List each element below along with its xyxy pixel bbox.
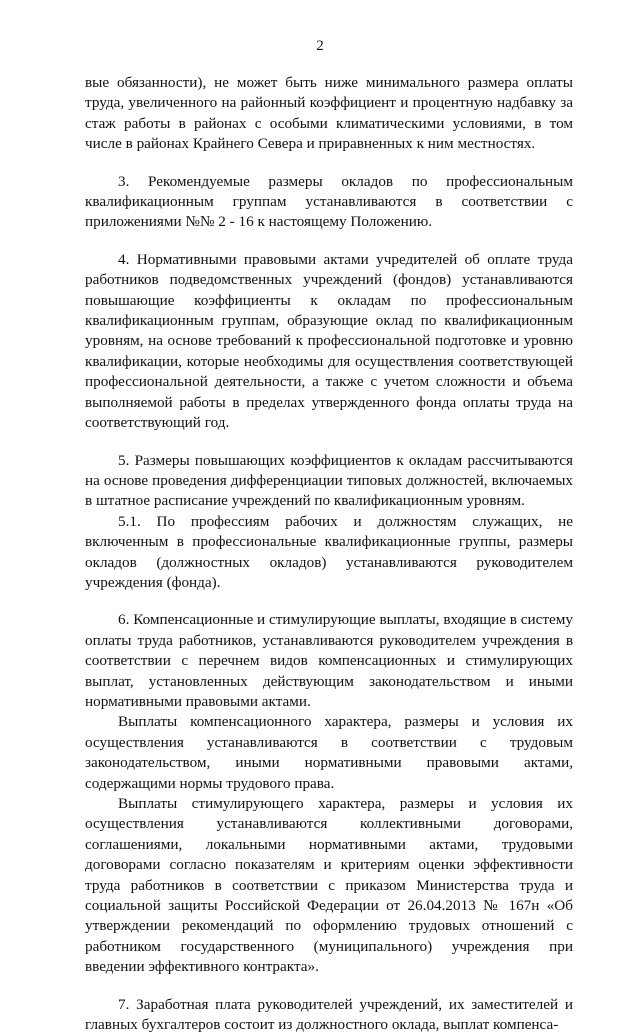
paragraph-7: 7. Заработная плата руководителей учреждений, их заместителей и главных бухгалтеров состоит из должностного оклада, выплат компенса- — [85, 995, 573, 1034]
paragraph-6-incentive: Выплаты стимулирующего характера, размеры и условия их осуществления устанавливаются коллективными договорами, соглашениями, локальными нормативными актами, трудовыми договорами согласно показателям и критериям оценки эффективности труда работников в соответствии с приказом Министерства труда и социальной защиты Российской Федерации от 26.04.2013 № 167н «Об утверждении рекомендаций по оформлению трудовых отношений с работником государственного (муниципального) учреждения при введении эффективного контракта». — [85, 795, 573, 976]
paragraph-5-1: 5.1. По профессиям рабочих и должностям служащих, не включенным в профессиональные квалификационные группы, размеры окладов (должностных окладов) устанавливаются руководителем учреждения (фонда). — [85, 512, 573, 591]
paragraph-6-compensation: Выплаты компенсационного характера, размеры и условия их осуществления устанавливаются в соответствии с трудовым законодательством, иными нормативными правовыми актами, содержащими нормы трудового права. — [85, 713, 573, 792]
document-body — [85, 73, 573, 1035]
paragraph-3: 3. Рекомендуемые размеры окладов по профессиональным квалификационным группам устанавливаются в соответствии с приложениями №№ 2 - 16 к настоящему Положению. — [85, 172, 573, 231]
paragraph-continuation: вые обязанности), не может быть ниже минимального размера оплаты труда, увеличенного на районный коэффициент и процентную надбавку за стаж работы в районах с особыми климатическими условиями, в том числе в районах Крайнего Севера и приравненных к ним местностях. — [85, 74, 573, 153]
paragraph-4: 4. Нормативными правовыми актами учредителей об оплате труда работников подведомственных учреждений (фондов) устанавливаются повышающие коэффициенты к окладам по профессиональным квалификационным группам, образующие оклад по квалификационным уровням, на основе требований к профессиональной подготовке и уровню квалификации, которые необходимы для осуществления соответствующей профессиональной деятельности, а также с учетом сложности и объема выполняемой работы в пределах утвержденного фонда оплаты труда на соответствующий год. — [85, 250, 573, 432]
page-number: 2 — [316, 38, 324, 54]
paragraph-5: 5. Размеры повышающих коэффициентов к окладам рассчитываются на основе проведения дифференциации типовых должностей, включаемых в штатное расписание учреждений по квалификационным уровням. — [85, 451, 573, 510]
paragraph-6: 6. Компенсационные и стимулирующие выплаты, входящие в систему оплаты труда работников, устанавливаются руководителем учреждения в соответствии с перечнем видов компенсационных и стимулирующих выплат, установленных действующим законодательством и иными нормативными правовыми актами. — [85, 611, 573, 710]
